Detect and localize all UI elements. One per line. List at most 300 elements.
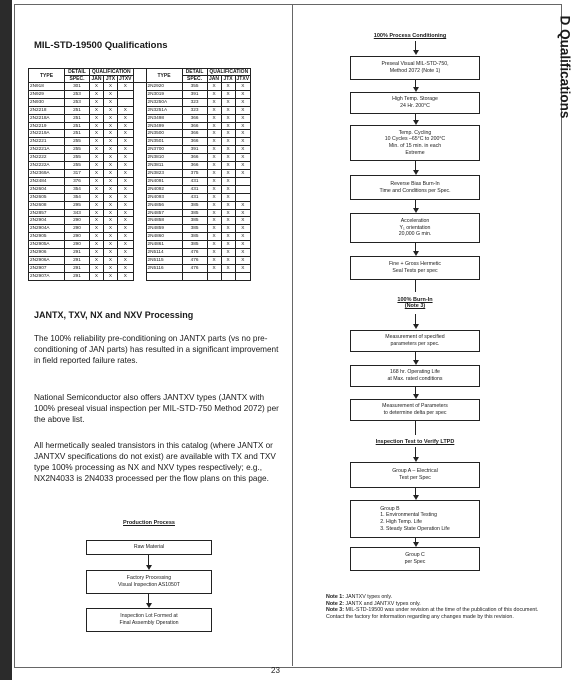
cell-jtxv: X <box>118 162 134 170</box>
cell-jtx: X <box>104 249 118 257</box>
cell-jtxv: X <box>118 193 134 201</box>
col-spec: SPEC. <box>65 76 90 83</box>
cell-type: 2N3811 <box>146 162 182 170</box>
cell-jan: X <box>90 114 104 122</box>
table-row <box>29 154 251 162</box>
cell-type: 2N4856 <box>146 201 182 209</box>
flow-arrow-down <box>413 50 419 55</box>
cell-spec: 251 <box>65 130 90 138</box>
cell-jtx: X <box>221 217 235 225</box>
cell-jan: X <box>207 225 221 233</box>
cell-jtx: X <box>104 217 118 225</box>
cell-spec <box>182 272 207 280</box>
cell-jtxv <box>235 185 251 193</box>
flow-box-group-b: Group B 1. Environmental Testing 2. High Temp. Life 3. Steady State Operation Life <box>350 500 480 538</box>
cell-jtx: X <box>104 264 118 272</box>
cell-jtx: X <box>221 106 235 114</box>
inspection-test-title: Inspection Test to Verify LTPD <box>375 439 455 445</box>
cell-jan: X <box>90 201 104 209</box>
cell-type: 2N5114 <box>146 249 182 257</box>
column-gap <box>133 241 146 249</box>
table-row <box>29 225 251 233</box>
cell-spec: 354 <box>65 193 90 201</box>
cell-type: 2N4091 <box>146 177 182 185</box>
cell-jtxv <box>118 90 134 98</box>
cell-jan: X <box>207 201 221 209</box>
column-gap <box>133 177 146 185</box>
cell-jtxv: X <box>118 122 134 130</box>
side-section-title: D Qualifications <box>557 15 573 119</box>
table-row <box>29 83 251 91</box>
cell-jan: X <box>207 122 221 130</box>
cell-jtxv: X <box>118 256 134 264</box>
cell-spec: 291 <box>65 256 90 264</box>
cell-jtxv: X <box>118 146 134 154</box>
cell-jtxv: X <box>118 241 134 249</box>
paragraph-nx-nxv: All hermetically sealed transistors in this catalog (where JANTX or JANTXV specifications do not exist) are available with TX and TXV type 100% processing as NX and NXV types respectively; e.g., NX2N4033 is 2N4033 processed per the flow plans on this page. <box>34 441 276 484</box>
cell-jtxv: X <box>235 130 251 138</box>
cell-type: 2N2905A <box>29 241 65 249</box>
table-row <box>29 217 251 225</box>
cell-jan: X <box>207 114 221 122</box>
flow-box-measure-delta: Measurement of Parameters to determine delta per spec <box>350 399 480 421</box>
cell-jan: X <box>90 169 104 177</box>
cell-jtx: X <box>221 154 235 162</box>
cell-jtx <box>221 272 235 280</box>
cell-jtx: X <box>104 193 118 201</box>
cell-jtx: X <box>104 90 118 98</box>
cell-spec: 255 <box>65 154 90 162</box>
table-row <box>29 114 251 122</box>
cell-type <box>146 272 182 280</box>
cell-jtxv: X <box>235 122 251 130</box>
cell-spec: 251 <box>65 122 90 130</box>
column-gap <box>133 201 146 209</box>
column-gap <box>133 154 146 162</box>
cell-jtx: X <box>221 193 235 201</box>
cell-jtxv: X <box>235 217 251 225</box>
cell-spec: 366 <box>182 154 207 162</box>
cell-spec: 366 <box>182 162 207 170</box>
cell-jtxv: X <box>235 114 251 122</box>
cell-type: 2N2218A <box>29 114 65 122</box>
cell-jan: X <box>207 193 221 201</box>
note-3: Note 3: MIL-STD-19500 was under revision at the time of the publication of this document. Contact the factory for information regarding any changes made by this revision. <box>326 607 539 620</box>
cell-spec: 290 <box>65 217 90 225</box>
col-jtxv: JTXV <box>119 76 132 82</box>
cell-spec: 291 <box>65 272 90 280</box>
column-gap <box>133 138 146 146</box>
cell-jtxv: X <box>235 225 251 233</box>
flow-box-operating-life: 168 hr. Operating Life at Max. rated conditions <box>350 365 480 387</box>
qualifications-table <box>28 68 251 281</box>
cell-spec: 290 <box>65 241 90 249</box>
column-gap <box>133 193 146 201</box>
cell-spec: 476 <box>182 264 207 272</box>
flow-connector <box>415 421 416 435</box>
cell-spec: 385 <box>182 225 207 233</box>
cell-jtx: X <box>104 209 118 217</box>
table-row <box>29 130 251 138</box>
table-row <box>29 256 251 264</box>
cell-jan: X <box>90 154 104 162</box>
cell-jan: X <box>207 249 221 257</box>
col-detail: DETAIL <box>65 69 90 76</box>
cell-jan: X <box>207 169 221 177</box>
cell-jan: X <box>207 83 221 91</box>
cell-jan: X <box>90 225 104 233</box>
cell-jtx: X <box>104 177 118 185</box>
cell-type: 2N4093 <box>146 193 182 201</box>
cell-jtx: X <box>104 201 118 209</box>
cell-type: 2N2221A <box>29 146 65 154</box>
cell-jtxv: X <box>235 98 251 106</box>
cell-jtxv: X <box>235 138 251 146</box>
cell-spec: 291 <box>65 249 90 257</box>
cell-type: 2N5116 <box>146 264 182 272</box>
cell-jan: X <box>90 185 104 193</box>
cell-jtxv: X <box>118 217 134 225</box>
cell-jtxv: X <box>235 83 251 91</box>
cell-type: 2N3019 <box>146 90 182 98</box>
cell-spec: 391 <box>182 90 207 98</box>
flow-box-factory-processing: Factory Processing Visual Inspection AS1050T <box>86 570 212 594</box>
page-number: 23 <box>271 666 280 675</box>
table-row <box>29 162 251 170</box>
column-gap <box>133 264 146 272</box>
cell-jtxv: X <box>118 209 134 217</box>
cell-jan: X <box>90 122 104 130</box>
cell-jan: X <box>207 106 221 114</box>
flow-box-temp-cycling: Temp. Cycling 10 Cycles –65°C to 200°C Min. of 15 min. in each Extreme <box>350 125 480 161</box>
cell-type: 2N2907 <box>29 264 65 272</box>
cell-type: 2N4860 <box>146 233 182 241</box>
cell-type: 2N3251A <box>146 106 182 114</box>
column-gap <box>133 146 146 154</box>
cell-jtx: X <box>221 233 235 241</box>
cell-jtx: X <box>104 98 118 106</box>
table-row <box>29 264 251 272</box>
cell-jtxv: X <box>118 233 134 241</box>
cell-jtx: X <box>221 201 235 209</box>
column-gap <box>133 233 146 241</box>
column-gap <box>133 122 146 130</box>
cell-jtx: X <box>104 130 118 138</box>
table-row <box>29 193 251 201</box>
cell-jtx: X <box>221 185 235 193</box>
flow-box-acceleration: Acceleration Y₁ orientation 20,000 G min. <box>350 213 480 243</box>
cell-type: 2N3810 <box>146 154 182 162</box>
column-gap <box>133 256 146 264</box>
cell-jan: X <box>90 272 104 280</box>
cell-jtxv: X <box>118 201 134 209</box>
cell-type: 2N4859 <box>146 225 182 233</box>
cell-spec: 290 <box>65 233 90 241</box>
cell-type: 2N3250A <box>146 98 182 106</box>
cell-type: 2N918 <box>29 83 65 91</box>
cell-jtx: X <box>221 90 235 98</box>
cell-jtx: X <box>104 256 118 264</box>
cell-jtxv: X <box>118 106 134 114</box>
cell-jtxv: X <box>235 201 251 209</box>
cell-type: 2N2904 <box>29 217 65 225</box>
col-type-2: TYPE <box>146 69 182 83</box>
cell-jan <box>207 272 221 280</box>
cell-jan: X <box>207 217 221 225</box>
cell-jan: X <box>90 90 104 98</box>
cell-spec: 317 <box>65 169 90 177</box>
cell-jtx: X <box>221 83 235 91</box>
column-gap <box>133 217 146 225</box>
cell-jtxv: X <box>235 241 251 249</box>
column-gap <box>133 249 146 257</box>
cell-jtxv <box>118 98 134 106</box>
column-gap <box>133 114 146 122</box>
column-gap <box>133 185 146 193</box>
column-gap <box>133 272 146 280</box>
cell-jtx: X <box>104 233 118 241</box>
column-gap <box>133 130 146 138</box>
cell-jtxv: X <box>118 169 134 177</box>
cell-jtx: X <box>221 130 235 138</box>
cell-type: 2N2904A <box>29 225 65 233</box>
qualifications-heading: MIL-STD-19500 Qualifications <box>34 40 168 51</box>
table-row <box>29 106 251 114</box>
cell-jtx: X <box>104 106 118 114</box>
cell-jan: X <box>207 154 221 162</box>
cell-jtx: X <box>104 114 118 122</box>
cell-spec: 255 <box>65 146 90 154</box>
production-process-title: Production Process <box>123 520 175 526</box>
table-row <box>29 209 251 217</box>
cell-spec: 385 <box>182 233 207 241</box>
cell-type: 2N4857 <box>146 209 182 217</box>
cell-spec: 431 <box>182 193 207 201</box>
cell-jan: X <box>90 98 104 106</box>
cell-jtx: X <box>104 272 118 280</box>
cell-jtx: X <box>104 185 118 193</box>
cell-spec: 385 <box>182 201 207 209</box>
cell-jtxv: X <box>118 114 134 122</box>
flow-box-inspection-lot: Inspection Lot Formed at Final Assembly Operation <box>86 608 212 632</box>
table-row <box>29 90 251 98</box>
cell-spec: 385 <box>182 209 207 217</box>
col-qualification-2: QUALIFICATION <box>207 69 251 76</box>
cell-type: 2N2219A <box>29 130 65 138</box>
cell-jan: X <box>207 90 221 98</box>
cell-type: 2N2608 <box>29 201 65 209</box>
cell-jan: X <box>90 146 104 154</box>
cell-type: 2N2222A <box>29 162 65 170</box>
cell-spec: 431 <box>182 177 207 185</box>
cell-type: 2N2906 <box>29 249 65 257</box>
cell-jan: X <box>207 98 221 106</box>
cell-spec: 323 <box>182 106 207 114</box>
table-row <box>29 98 251 106</box>
cell-type: 2N3501 <box>146 138 182 146</box>
cell-spec: 476 <box>182 249 207 257</box>
cell-type: 2N3700 <box>146 146 182 154</box>
binder-spine <box>0 0 12 680</box>
col-jtx: JTX <box>104 76 118 83</box>
cell-spec: 385 <box>182 241 207 249</box>
cell-type: 2N2218 <box>29 106 65 114</box>
cell-jtxv: X <box>118 185 134 193</box>
col-jtxv-2: JTXV <box>236 76 250 82</box>
cell-jtxv: X <box>118 249 134 257</box>
processing-heading: JANTX, TXV, NX and NXV Processing <box>34 310 194 320</box>
cell-spec: 291 <box>65 264 90 272</box>
cell-spec: 253 <box>65 90 90 98</box>
cell-type: 2N2920 <box>146 83 182 91</box>
cell-jtx: X <box>221 256 235 264</box>
cell-jtxv: X <box>118 177 134 185</box>
cell-jtx: X <box>221 114 235 122</box>
table-row <box>29 146 251 154</box>
cell-type: 2N2605 <box>29 193 65 201</box>
cell-jtxv: X <box>118 138 134 146</box>
flow-box-hermetic-seal: Fine + Gross Hermetic Seal Tests per spec <box>350 256 480 280</box>
cell-jan: X <box>207 233 221 241</box>
cell-jtx: X <box>221 138 235 146</box>
cell-type: 2N2907A <box>29 272 65 280</box>
cell-jtx: X <box>104 225 118 233</box>
cell-jtxv: X <box>118 225 134 233</box>
cell-type: 2N3500 <box>146 130 182 138</box>
cell-type: 2N3823 <box>146 169 182 177</box>
cell-jan: X <box>90 106 104 114</box>
flow-box-reverse-bias-burn-in: Reverse Bias Burn-In Time and Conditions per Spec. <box>350 175 480 200</box>
table-row <box>29 272 251 280</box>
table-row <box>29 177 251 185</box>
cell-jan: X <box>90 209 104 217</box>
cell-jan: X <box>90 217 104 225</box>
cell-jan: X <box>90 83 104 91</box>
column-gap <box>133 106 146 114</box>
table-row <box>29 122 251 130</box>
table-row <box>29 201 251 209</box>
col-qualification: QUALIFICATION <box>90 69 134 76</box>
cell-jtxv: X <box>235 233 251 241</box>
cell-jan: X <box>90 193 104 201</box>
cell-jan: X <box>207 256 221 264</box>
qualifications-table-body <box>29 83 251 281</box>
column-gap <box>133 69 146 83</box>
cell-jtxv <box>235 193 251 201</box>
cell-jtxv: X <box>235 106 251 114</box>
cell-spec: 253 <box>65 98 90 106</box>
process-conditioning-title: 100% Process Conditioning <box>373 33 447 39</box>
table-row <box>29 169 251 177</box>
cell-jtx: X <box>221 98 235 106</box>
cell-jtx: X <box>104 241 118 249</box>
table-row <box>29 138 251 146</box>
cell-spec: 366 <box>182 114 207 122</box>
flow-connector <box>415 280 416 292</box>
notes-section <box>326 594 540 620</box>
cell-jtx: X <box>104 83 118 91</box>
cell-type: 2N2906A <box>29 256 65 264</box>
cell-jtxv: X <box>118 264 134 272</box>
cell-jan: X <box>90 177 104 185</box>
table-row <box>29 249 251 257</box>
cell-jtxv: X <box>235 162 251 170</box>
col-type: TYPE <box>29 69 65 83</box>
column-gap <box>133 225 146 233</box>
cell-jtxv <box>235 177 251 185</box>
cell-jtxv: X <box>235 169 251 177</box>
cell-type: 2N2222 <box>29 154 65 162</box>
cell-jtx: X <box>221 209 235 217</box>
column-gap <box>133 90 146 98</box>
cell-spec: 255 <box>65 162 90 170</box>
cell-spec: 366 <box>182 130 207 138</box>
cell-spec: 391 <box>182 146 207 154</box>
cell-jtx: X <box>104 146 118 154</box>
cell-jan: X <box>207 241 221 249</box>
cell-type: 2N2604 <box>29 185 65 193</box>
cell-type: 2N4858 <box>146 217 182 225</box>
cell-jtxv: X <box>118 154 134 162</box>
cell-type: 2N5115 <box>146 256 182 264</box>
cell-type: 2N2369A <box>29 169 65 177</box>
flow-box-measure-parameters: Measurement of specified parameters per spec. <box>350 330 480 352</box>
cell-spec: 343 <box>65 209 90 217</box>
cell-jan: X <box>207 130 221 138</box>
cell-type: 2N3498 <box>146 114 182 122</box>
flow-box-group-c: Group C per Spec <box>350 547 480 571</box>
cell-type: 2N2219 <box>29 122 65 130</box>
cell-jtxv: X <box>118 272 134 280</box>
cell-spec: 255 <box>65 138 90 146</box>
cell-jtx: X <box>104 162 118 170</box>
cell-jan: X <box>90 162 104 170</box>
cell-jtxv: X <box>235 146 251 154</box>
cell-jan: X <box>90 130 104 138</box>
cell-type: 2N4092 <box>146 185 182 193</box>
cell-jtxv <box>235 272 251 280</box>
cell-jtx: X <box>104 169 118 177</box>
column-gap <box>133 169 146 177</box>
cell-spec: 476 <box>182 256 207 264</box>
cell-jtx: X <box>221 264 235 272</box>
cell-jan: X <box>207 264 221 272</box>
cell-spec: 354 <box>65 185 90 193</box>
column-divider <box>292 4 293 666</box>
cell-spec: 376 <box>65 177 90 185</box>
col-jan: JAN <box>91 76 102 82</box>
cell-jan: X <box>90 249 104 257</box>
burn-in-title: 100% Burn-In (Note 3) <box>397 297 433 309</box>
cell-spec: 375 <box>182 169 207 177</box>
cell-type: 2N2484 <box>29 177 65 185</box>
cell-jtxv: X <box>235 90 251 98</box>
cell-jan: X <box>207 146 221 154</box>
table-row <box>29 241 251 249</box>
cell-spec: 251 <box>65 106 90 114</box>
cell-type: 2N2221 <box>29 138 65 146</box>
cell-spec: 323 <box>182 98 207 106</box>
flow-box-preseal-visual: Preseal Visual MIL-STD-750, Method 2072 (Note 1) <box>350 56 480 80</box>
cell-type: 2N4861 <box>146 241 182 249</box>
cell-jtx: X <box>221 241 235 249</box>
cell-type: 2N930 <box>29 98 65 106</box>
cell-spec: 290 <box>65 225 90 233</box>
col-jan-2: JAN <box>209 76 220 82</box>
col-jtx-2: JTX <box>221 76 235 83</box>
cell-jtx: X <box>221 146 235 154</box>
cell-jtxv: X <box>235 209 251 217</box>
